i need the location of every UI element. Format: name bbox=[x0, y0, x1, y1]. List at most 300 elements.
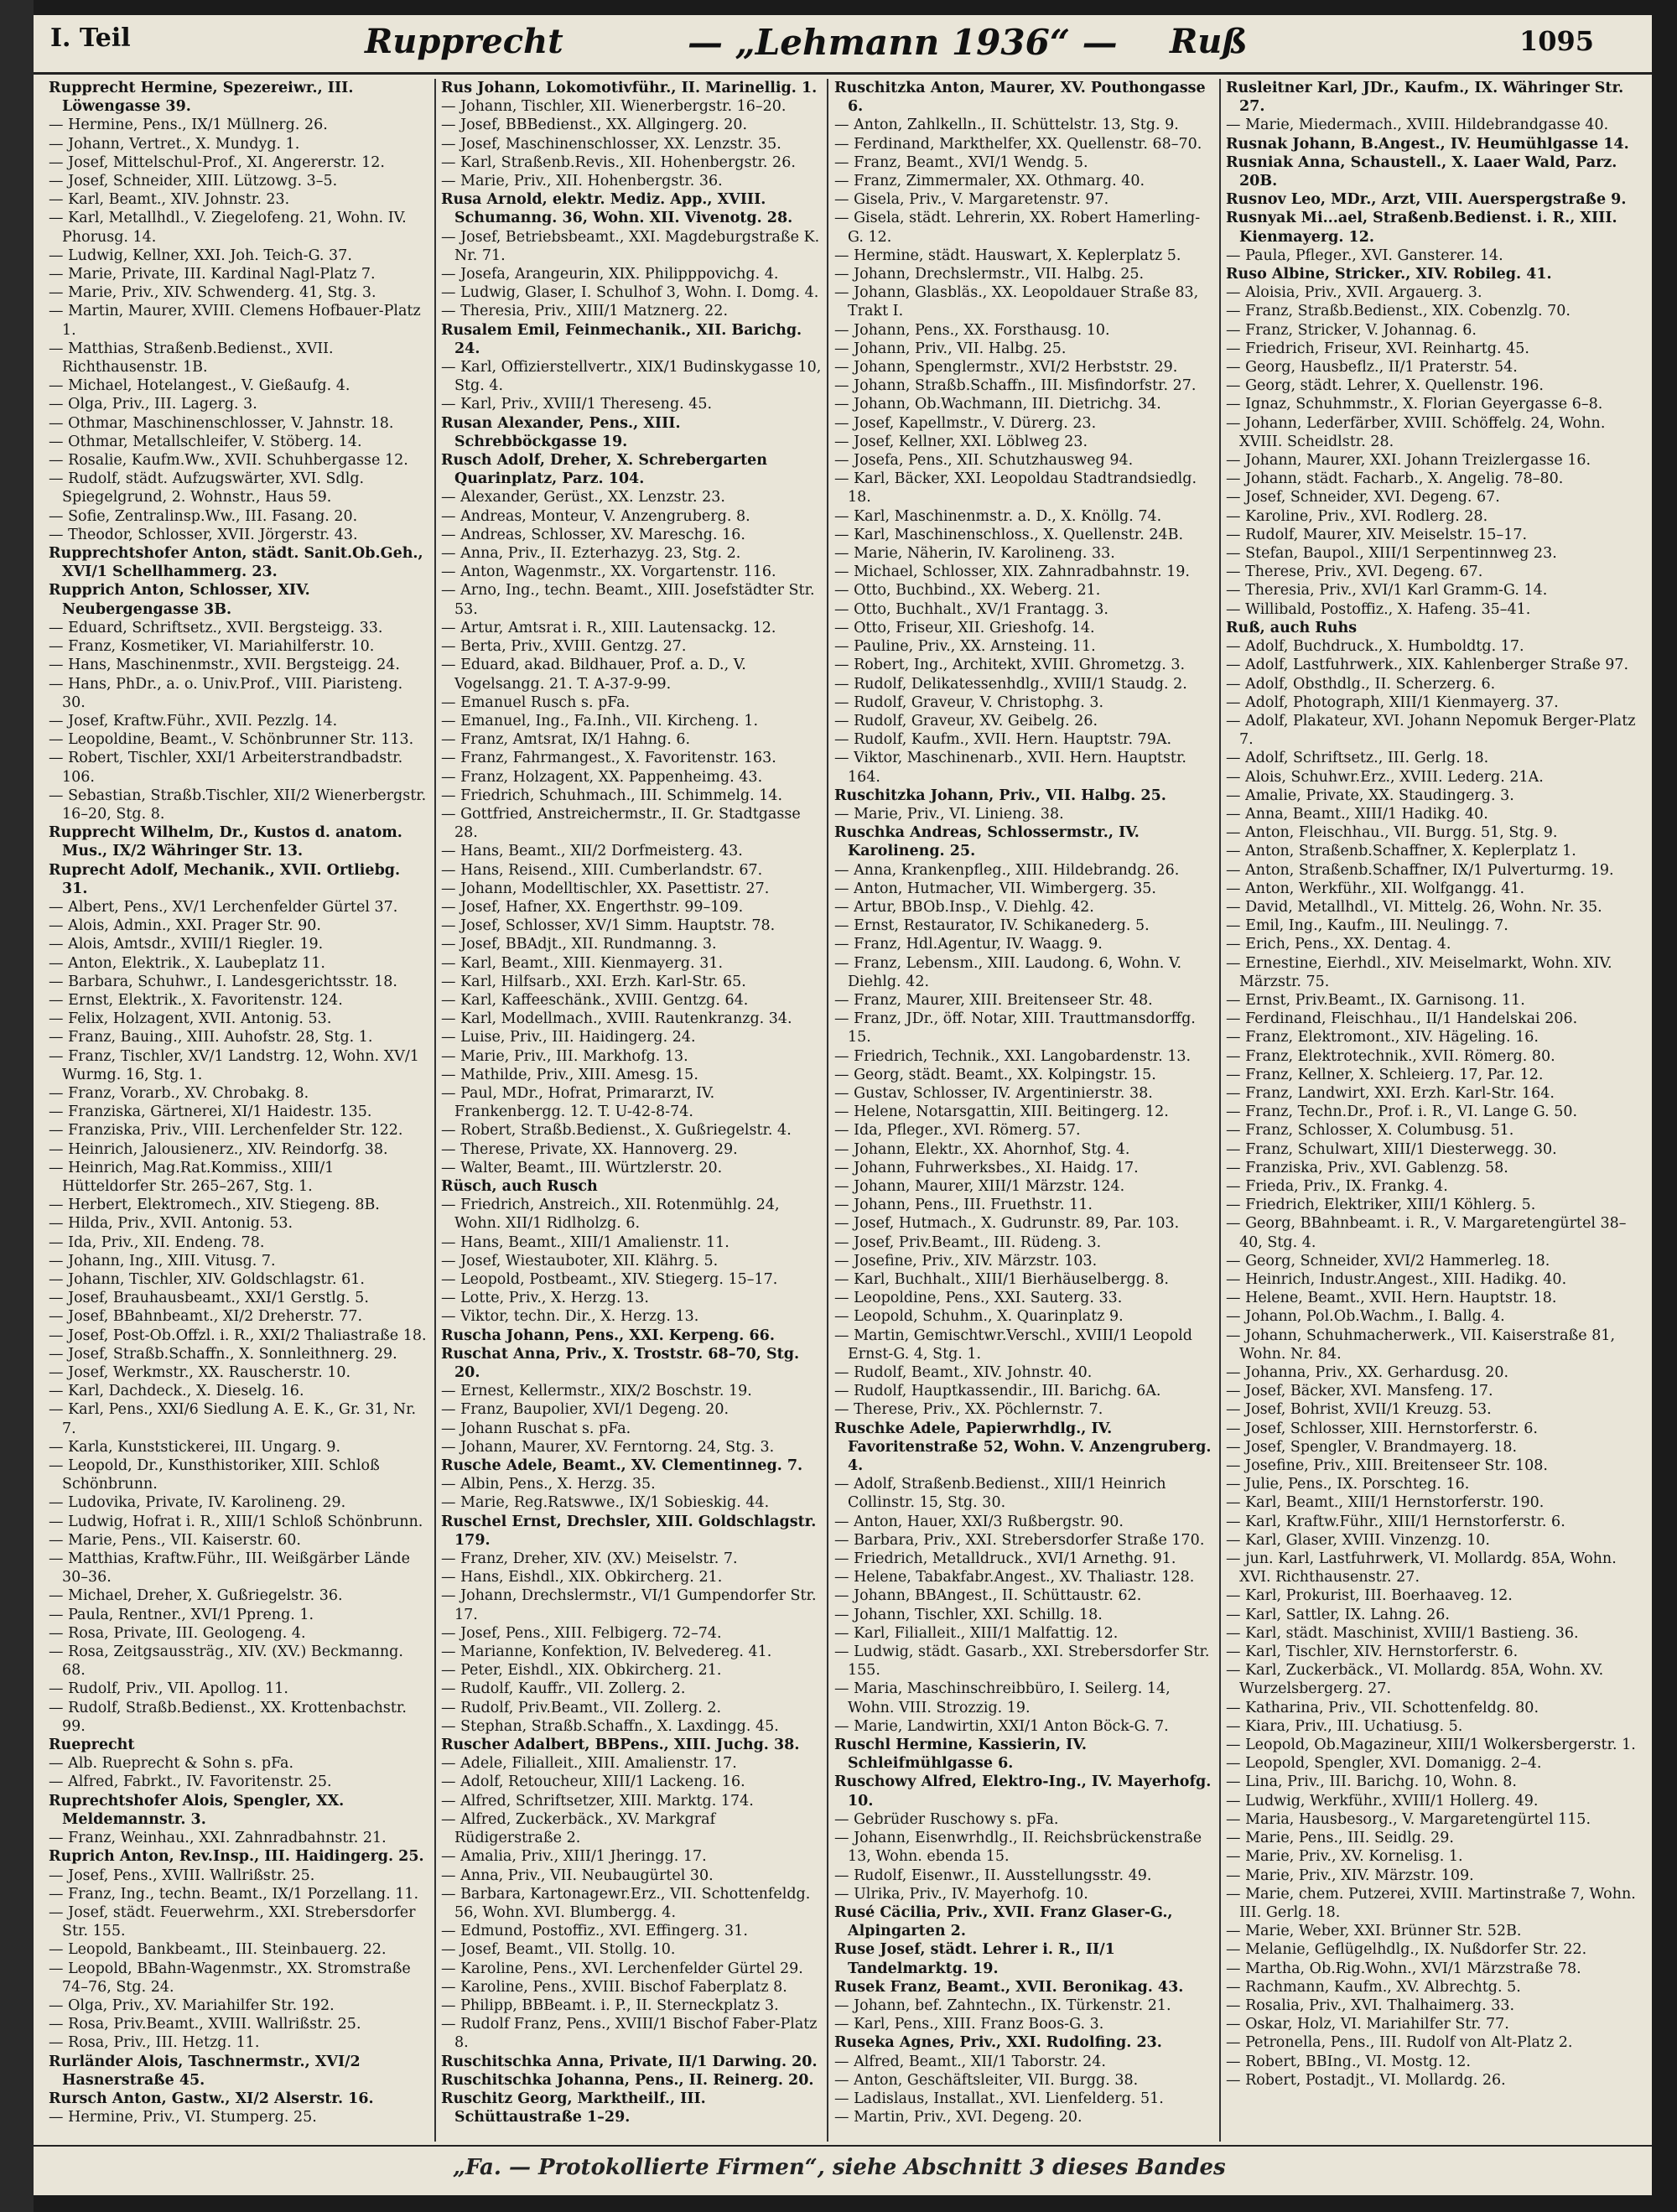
directory-entry: — Franz, Schlosser, X. Columbusg. 51. bbox=[1226, 1122, 1514, 1140]
directory-entry: — Johann, Maurer, XIII/1 Märzstr. 124. bbox=[834, 1177, 1125, 1195]
directory-entry: — Hans, Beamt., XIII/1 Amalienstr. 11. bbox=[441, 1233, 729, 1251]
directory-entry: — Adolf, Straßenb.Bedienst., XIII/1 Heinrich Collinstr. 15, Stg. 30. bbox=[834, 1476, 1166, 1512]
directory-entry: — Hermine, städt. Hauswart, X. Keplerplatz 5. bbox=[834, 247, 1181, 264]
directory-entry: Ruschat Anna, Priv., X. Troststr. 68–70, Stg. 20. bbox=[441, 1345, 800, 1382]
directory-entry: — Paula, Rentner., XVI/1 Ppreng. 1. bbox=[49, 1606, 314, 1623]
directory-entry: Ruso Albine, Stricker., XIV. Robileg. 41. bbox=[1226, 266, 1552, 283]
directory-entry: — Sebastian, Straßb.Tischler, XII/2 Wienerbergstr. 16–20, Stg. 8. bbox=[49, 787, 427, 823]
directory-entry: Ruschitschka Anna, Private, II/1 Darwing. 20. bbox=[441, 2053, 818, 2070]
directory-entry: — Johann, Vertret., X. Mundyg. 1. bbox=[49, 135, 300, 153]
directory-entry: — Franz, Elektromont., XIV. Hägeling. 16. bbox=[1226, 1029, 1539, 1046]
directory-entry: — Marie, Priv., XIV. Schwenderg. 41, Stg. 3. bbox=[49, 284, 376, 302]
directory-entry: — Josef, BBAdjt., XII. Rundmanng. 3. bbox=[441, 936, 717, 953]
directory-entry: — Oskar, Holz, VI. Mariahilfer Str. 77. bbox=[1226, 2016, 1509, 2033]
directory-entry: — Mathilde, Priv., XIII. Amesg. 15. bbox=[441, 1066, 698, 1083]
directory-entry: Rupprich Anton, Schlosser, XIV. Neubergengasse 3B. bbox=[49, 582, 310, 618]
directory-entry: — Martin, Priv., XVI. Degeng. 20. bbox=[834, 2109, 1083, 2125]
directory-entry: — Franz, Vorarb., XV. Chrobakg. 8. bbox=[49, 1084, 309, 1102]
directory-entry: — Alois, Amtsdr., XVIII/1 Riegler. 19. bbox=[49, 936, 324, 953]
directory-entry: — Leopold, BBahn-Wagenmstr., XX. Stromstraße 74–76, Stg. 24. bbox=[49, 1960, 411, 1996]
column-4 bbox=[1226, 79, 1637, 2125]
directory-entry: — Karl, Dachdeck., X. Dieselg. 16. bbox=[49, 1383, 304, 1400]
directory-entry: — Josef, Pens., XIII. Felbigerg. 72–74. bbox=[441, 1624, 722, 1642]
directory-entry: — Franziska, Gärtnerei, XI/1 Haidestr. 135. bbox=[49, 1103, 372, 1121]
directory-entry: — Adolf, Schriftsetz., III. Gerlg. 18. bbox=[1226, 750, 1489, 767]
directory-entry: — Johann, Drechslermstr., VII. Halbg. 25. bbox=[834, 266, 1145, 283]
directory-entry: — Marie, Priv., III. Markhofg. 13. bbox=[441, 1047, 688, 1065]
directory-entry: — Viktor, techn. Dir., X. Herzg. 13. bbox=[441, 1308, 699, 1326]
directory-entry: — Ludovika, Private, IV. Karolineng. 29. bbox=[49, 1494, 346, 1512]
directory-entry: — Franziska, Priv., VIII. Lerchenfelder Str. 122. bbox=[49, 1122, 403, 1140]
directory-entry: — Johann, Spenglermstr., XVI/2 Herbststr. 29. bbox=[834, 359, 1178, 376]
directory-entry: — Michael, Hotelangest., V. Gießaufg. 4. bbox=[49, 377, 350, 395]
directory-entry: — Barbara, Kartonagewr.Erz., VII. Schottenfeldg. 56, Wohn. XVI. Blumbergg. 4. bbox=[441, 1885, 811, 1921]
directory-entry: — Anton, Geschäftsleiter, VII. Burgg. 38. bbox=[834, 2071, 1139, 2089]
directory-entry: — Arno, Ing., techn. Beamt., XIII. Josefstädter Str. 53. bbox=[441, 582, 815, 618]
directory-entry: — Marie, chem. Putzerei, XVIII. Martinstraße 7, Wohn. III. Gerlg. 18. bbox=[1226, 1885, 1636, 1921]
directory-entry: — Anton, Elektrik., X. Laubeplatz 11. bbox=[49, 954, 325, 972]
directory-entry: — Martin, Gemischtwr.Verschl., XVIII/1 Leopold Ernst-G. 4, Stg. 1. bbox=[834, 1327, 1192, 1363]
directory-entry: — Leopold, Bankbeamt., III. Steinbauerg. 22. bbox=[49, 1941, 387, 1959]
directory-entry: — Josef, Hutmach., X. Gudrunstr. 89, Par. 103. bbox=[834, 1215, 1180, 1233]
directory-entry: — Franz, Techn.Dr., Prof. i. R., VI. Lange G. 50. bbox=[1226, 1103, 1578, 1121]
directory-entry: — Josef, Spengler, V. Brandmayerg. 18. bbox=[1226, 1438, 1518, 1456]
directory-entry: — Friedrich, Anstreich., XII. Rotenmühlg. 24, Wohn. XII/1 Ridlholzg. 6. bbox=[441, 1197, 780, 1233]
directory-entry: — Stefan, Baupol., XIII/1 Serpentinnweg 23. bbox=[1226, 545, 1557, 563]
directory-entry: — Franz, Lebensm., XIII. Laudong. 6, Wohn. V. Diehlg. 42. bbox=[834, 954, 1182, 990]
directory-entry: — Karl, Offizierstellvertr., XIX/1 Budinskygasse 10, Stg. 4. bbox=[441, 359, 822, 395]
directory-entry: — Karl, Filialleit., XIII/1 Malfattig. 12. bbox=[834, 1624, 1119, 1642]
directory-entry: Ruschitzka Johann, Priv., VII. Halbg. 25. bbox=[834, 787, 1166, 804]
directory-entry: — Eduard, akad. Bildhauer, Prof. a. D., V. Vogelsangg. 21. T. A-37-9-99. bbox=[441, 657, 746, 693]
directory-entry: — Heinrich, Jalousienerz., XIV. Reindorfg. 38. bbox=[49, 1140, 388, 1158]
columns bbox=[34, 79, 1652, 2125]
directory-entry: — Heinrich, Industr.Angest., XIII. Hadikg. 40. bbox=[1226, 1271, 1567, 1288]
directory-entry: — Josef, Kraftw.Führ., XVII. Pezzlg. 14. bbox=[49, 712, 338, 730]
directory-entry: — Johann, städt. Facharb., X. Angelig. 78–80. bbox=[1226, 470, 1564, 488]
directory-entry: — Rosa, Priv., III. Hetzg. 11. bbox=[49, 2034, 260, 2052]
directory-entry: — Erich, Pens., XX. Dentag. 4. bbox=[1226, 936, 1451, 953]
directory-entry: — Paul, MDr., Hofrat, Primararzt, IV. Frankenbergg. 12. T. U-42-8-74. bbox=[441, 1084, 715, 1121]
directory-entry: — Ignaz, Schuhmmstr., X. Florian Geyergasse 6–8. bbox=[1226, 396, 1603, 413]
directory-entry: — Martin, Maurer, XVIII. Clemens Hofbauer-Platz 1. bbox=[49, 303, 421, 339]
directory-entry: — Therese, Priv., XX. Pöchlernstr. 7. bbox=[834, 1401, 1103, 1419]
directory-entry: — Karl, Maschinenschloss., X. Quellenstr. 24B. bbox=[834, 526, 1184, 543]
directory-entry: — Alois, Schuhwr.Erz., XVIII. Lederg. 21A. bbox=[1226, 768, 1544, 786]
directory-entry: — Johann, Tischler, XII. Wienerbergstr. 16–20. bbox=[441, 98, 787, 116]
directory-entry: — Rosalie, Kaufm.Ww., XVII. Schuhbergasse 12. bbox=[49, 452, 408, 470]
directory-entry: — Adolf, Retoucheur, XIII/1 Lackeng. 16. bbox=[441, 1773, 745, 1791]
directory-entry: — Johann, Pens., XX. Forsthausg. 10. bbox=[834, 321, 1110, 339]
directory-entry: — Rudolf, Kauffr., VII. Zollerg. 2. bbox=[441, 1680, 686, 1698]
directory-entry: — Hans, Eishdl., XIX. Obkircherg. 21. bbox=[441, 1569, 723, 1586]
directory-entry: — Hilda, Priv., XVII. Antonig. 53. bbox=[49, 1215, 293, 1233]
directory-entry: — Johann, Lederfärber, XVIII. Schöffelg. 24, Wohn. XVIII. Scheidlstr. 28. bbox=[1226, 414, 1606, 450]
directory-entry: — Franz, Kosmetiker, VI. Mariahilferstr. 10. bbox=[49, 638, 375, 656]
directory-entry: — Karoline, Pens., XVI. Lerchenfelder Gürtel 29. bbox=[441, 1960, 803, 1977]
directory-entry: — Adolf, Plakateur, XVI. Johann Nepomuk Berger-Platz 7. bbox=[1226, 712, 1636, 749]
directory-entry: — Julie, Pens., IX. Porschteg. 16. bbox=[1226, 1476, 1470, 1493]
directory-entry: — Sofie, Zentralinsp.Ww., III. Fasang. 20. bbox=[49, 507, 358, 525]
directory-entry: — Therese, Priv., XVI. Degeng. 67. bbox=[1226, 563, 1483, 581]
directory-entry: — Marie, Pens., VII. Kaiserstr. 60. bbox=[49, 1531, 301, 1549]
directory-entry: — Anton, Straßenb.Schaffner, X. Keplerplatz 1. bbox=[1226, 843, 1576, 860]
directory-entry: — Karl, Straßenb.Revis., XII. Hohenbergstr. 26. bbox=[441, 153, 796, 171]
directory-entry: — Ernst, Elektrik., X. Favoritenstr. 124. bbox=[49, 991, 343, 1009]
directory-entry: — Barbara, Priv., XXI. Strebersdorfer Straße 170. bbox=[834, 1531, 1205, 1549]
directory-entry: — Josef, Mittelschul-Prof., XI. Angererstr. 12. bbox=[49, 153, 385, 171]
directory-entry: — Josef, Beamt., VII. Stollg. 10. bbox=[441, 1941, 676, 1959]
directory-entry: — Olga, Priv., III. Lagerg. 3. bbox=[49, 396, 257, 413]
directory-entry: — Johann, Eisenwrhdlg., II. Reichsbrückenstraße 13, Wohn. ebenda 15. bbox=[834, 1830, 1202, 1866]
directory-entry: — Josef, Maschinenschlosser, XX. Lenzstr. 35. bbox=[441, 135, 781, 153]
directory-entry: — Adolf, Lastfuhrwerk., XIX. Kahlenberger Straße 97. bbox=[1226, 657, 1629, 674]
directory-entry: — Johann Ruschat s. pFa. bbox=[441, 1420, 631, 1437]
directory-entry: Ruprecht Adolf, Mechanik., XVII. Ortliebg. 31. bbox=[49, 861, 401, 897]
directory-entry: — Anna, Priv., II. Ezterhazyg. 23, Stg. 2. bbox=[441, 545, 741, 563]
directory-entry: Ruß, auch Ruhs bbox=[1226, 619, 1358, 636]
directory-entry: — David, Metallhdl., VI. Mittelg. 26, Wohn. Nr. 35. bbox=[1226, 898, 1602, 916]
directory-entry: — Josef, städt. Feuerwehrm., XXI. Strebersdorfer Str. 155. bbox=[49, 1903, 416, 1940]
directory-entry: — Rudolf, Straßb.Bedienst., XX. Krottenbachstr. 99. bbox=[49, 1699, 407, 1735]
directory-entry: — Ernestine, Eierhdl., XIV. Meiselmarkt, Wohn. XIV. Märzstr. 75. bbox=[1226, 954, 1612, 990]
directory-entry: — Emanuel Rusch s. pFa. bbox=[441, 693, 631, 711]
directory-entry: — Anton, Fleischhau., VII. Burgg. 51, Stg. 9. bbox=[1226, 824, 1558, 842]
directory-entry: — Georg, städt. Lehrer, X. Quellenstr. 196. bbox=[1226, 377, 1544, 395]
directory-entry: — Georg, städt. Beamt., XX. Kolpingstr. 15. bbox=[834, 1066, 1156, 1083]
directory-entry: — Franz, Amtsrat, IX/1 Hahng. 6. bbox=[441, 731, 691, 749]
directory-entry: — Pauline, Priv., XX. Arnsteing. 11. bbox=[834, 638, 1096, 656]
directory-entry: — Gebrüder Ruschowy s. pFa. bbox=[834, 1810, 1059, 1828]
directory-entry: — Karl, Tischler, XIV. Hernstorferstr. 6. bbox=[1226, 1643, 1519, 1661]
directory-entry: — Gisela, städt. Lehrerin, XX. Robert Hamerling-G. 12. bbox=[834, 210, 1201, 246]
directory-entry: — Albin, Pens., X. Herzg. 35. bbox=[441, 1476, 656, 1493]
directory-entry: — Karl, Pens., XIII. Franz Boos-G. 3. bbox=[834, 2016, 1104, 2033]
directory-entry: — Karl, Kraftw.Führ., XIII/1 Hernstorferstr. 6. bbox=[1226, 1513, 1565, 1530]
directory-entry: — Josefine, Priv., XIV. Märzstr. 103. bbox=[834, 1252, 1098, 1270]
directory-entry: — Franz, JDr., öff. Notar, XIII. Trauttmansdorffg. 15. bbox=[834, 1010, 1196, 1046]
directory-entry: — Marie, Priv., VI. Linieng. 38. bbox=[834, 805, 1064, 823]
directory-entry: — Otto, Buchhalt., XV/1 Frantagg. 3. bbox=[834, 600, 1108, 618]
directory-entry: — Kiara, Priv., III. Uchatiusg. 5. bbox=[1226, 1717, 1463, 1735]
directory-entry: Rupprechtshofer Anton, städt. Sanit.Ob.Geh., XVI/1 Schellhammerg. 23. bbox=[49, 545, 423, 581]
column-1 bbox=[49, 79, 430, 2125]
directory-entry: — Georg, Schneider, XVI/2 Hammerleg. 18. bbox=[1226, 1252, 1550, 1270]
directory-entry: — Johann, Schuhmacherwerk., VII. Kaiserstraße 81, Wohn. Nr. 84. bbox=[1226, 1327, 1616, 1363]
directory-entry: — Maria, Hausbesorg., V. Margaretengürtel 115. bbox=[1226, 1810, 1591, 1828]
directory-entry: — Josef, BBBedienst., XX. Allgingerg. 20. bbox=[441, 117, 748, 134]
directory-entry: Rursch Anton, Gastw., XI/2 Alserstr. 16. bbox=[49, 2090, 374, 2107]
directory-entry: — Anna, Priv., VII. Neubaugürtel 30. bbox=[441, 1867, 714, 1884]
directory-entry: — Helene, Beamt., XVII. Hern. Hauptstr. 18. bbox=[1226, 1290, 1557, 1307]
directory-entry: Rusek Franz, Beamt., XVII. Beronikag. 43. bbox=[834, 1978, 1184, 1996]
directory-entry: — Karl, Priv., XVIII/1 Thereseng. 45. bbox=[441, 396, 713, 413]
directory-entry: — Michael, Dreher, X. Gußriegelstr. 36. bbox=[49, 1587, 343, 1605]
directory-entry: Ruscher Adalbert, BBPens., XIII. Juchg. 38. bbox=[441, 1737, 800, 1754]
directory-entry: — Josef, Priv.Beamt., III. Rüdeng. 3. bbox=[834, 1233, 1102, 1251]
directory-entry: Ruschka Andreas, Schlossermstr., IV. Karolineng. 25. bbox=[834, 824, 1140, 860]
directory-entry: — Johann, Tischler, XIV. Goldschlagstr. 61. bbox=[49, 1271, 365, 1288]
directory-entry: — Marianne, Konfektion, IV. Belvedereg. 41. bbox=[441, 1643, 772, 1661]
directory-entry: — Amalia, Priv., XIII/1 Jheringg. 17. bbox=[441, 1848, 707, 1866]
directory-entry: — Willibald, Postoffiz., X. Hafeng. 35–41. bbox=[1226, 600, 1531, 618]
directory-entry: — Leopoldine, Beamt., V. Schönbrunner Str. 113. bbox=[49, 731, 414, 749]
directory-entry: — Karl, Metallhdl., V. Ziegelofeng. 21, Wohn. IV. Phorusg. 14. bbox=[49, 210, 407, 246]
directory-entry: — Rudolf, Maurer, XIV. Meiselstr. 15–17. bbox=[1226, 526, 1528, 543]
directory-entry: Ruschowy Alfred, Elektro-Ing., IV. Mayerhofg. 10. bbox=[834, 1773, 1212, 1810]
directory-entry: — Ludwig, Glaser, I. Schulhof 3, Wohn. I. Domg. 4. bbox=[441, 284, 819, 302]
directory-entry: — jun. Karl, Lastfuhrwerk, VI. Mollardg. 85A, Wohn. XVI. Richthausenstr. 27. bbox=[1226, 1550, 1617, 1586]
directory-entry: — Friedrich, Technik., XXI. Langobardenstr. 13. bbox=[834, 1047, 1192, 1065]
directory-entry: — Karoline, Priv., XVI. Rodlerg. 28. bbox=[1226, 507, 1488, 525]
directory-entry: — Josef, BBahnbeamt., XI/2 Dreherstr. 77. bbox=[49, 1308, 363, 1326]
directory-entry: — Olga, Priv., XV. Mariahilfer Str. 192. bbox=[49, 1997, 335, 2014]
directory-entry: — Leopold, Dr., Kunsthistoriker, XIII. Schloß Schönbrunn. bbox=[49, 1457, 380, 1493]
directory-entry: — Lotte, Priv., X. Herzg. 13. bbox=[441, 1290, 649, 1307]
page-header bbox=[34, 15, 1652, 75]
directory-entry: Rusan Alexander, Pens., XIII. Schrebböckgasse 19. bbox=[441, 414, 681, 450]
directory-entry: — Karl, Beamt., XIV. Johnstr. 23. bbox=[49, 191, 290, 209]
directory-entry: — Rudolf, Hauptkassendir., III. Barichg. 6A. bbox=[834, 1383, 1161, 1400]
directory-entry: — Karl, Pens., XXI/6 Siedlung A. E. K., Gr. 31, Nr. 7. bbox=[49, 1401, 417, 1437]
directory-entry: — Alfred, Fabrkt., IV. Favoritenstr. 25. bbox=[49, 1773, 332, 1791]
directory-entry: — Johann, Maurer, XXI. Johann Treizlergasse 16. bbox=[1226, 452, 1591, 470]
directory-entry: — Josef, Brauhausbeamt., XXI/1 Gerstlg. 5. bbox=[49, 1290, 369, 1307]
directory-entry: — Marie, Miedermach., XVIII. Hildebrandgasse 40. bbox=[1226, 117, 1609, 134]
directory-entry: — Johann, Drechslermstr., VI/1 Gumpendorfer Str. 17. bbox=[441, 1587, 817, 1623]
directory-entry: — Johann, Tischler, XXI. Schillg. 18. bbox=[834, 1606, 1103, 1623]
directory-entry: — Robert, Ing., Architekt, XVIII. Ghrometzg. 3. bbox=[834, 657, 1186, 674]
directory-entry: — Karl, Bäcker, XXI. Leopoldau Stadtrandsiedlg. 18. bbox=[834, 470, 1197, 506]
directory-entry: — Karl, Sattler, IX. Lahng. 26. bbox=[1226, 1606, 1450, 1623]
directory-entry: — Franz, Stricker, V. Johannag. 6. bbox=[1226, 321, 1477, 339]
directory-entry: — Franz, Hdl.Agentur, IV. Waagg. 9. bbox=[834, 936, 1103, 953]
directory-entry: — Walter, Beamt., III. Würtzlerstr. 20. bbox=[441, 1159, 723, 1176]
directory-entry: — Eduard, Schriftsetz., XVII. Bergsteigg. 33. bbox=[49, 619, 383, 636]
directory-entry: — Johann, bef. Zahntechn., IX. Türkenstr. 21. bbox=[834, 1997, 1171, 2014]
directory-entry: — Josef, Kellner, XXI. Löblweg 23. bbox=[834, 433, 1088, 450]
directory-entry: — Karl, Maschinenmstr. a. D., X. Knöllg. 74. bbox=[834, 507, 1162, 525]
directory-entry: — Albert, Pens., XV/1 Lerchenfelder Gürtel 37. bbox=[49, 898, 398, 916]
directory-entry: — Viktor, Maschinenarb., XVII. Hern. Hauptstr. 164. bbox=[834, 750, 1186, 786]
directory-entry: — Therese, Private, XX. Hannoverg. 29. bbox=[441, 1140, 738, 1158]
directory-entry: — Karl, Beamt., XIII. Kienmayerg. 31. bbox=[441, 954, 724, 972]
directory-entry: — Marie, Private, III. Kardinal Nagl-Platz 7. bbox=[49, 266, 376, 283]
directory-entry: — Theresia, Priv., XVI/1 Karl Gramm-G. 14. bbox=[1226, 582, 1548, 600]
directory-entry: — Artur, BBOb.Insp., V. Diehlg. 42. bbox=[834, 898, 1094, 916]
directory-entry: — Franz, Zimmermaler, XX. Othmarg. 40. bbox=[834, 173, 1145, 190]
directory-entry: — Franz, Baupolier, XVI/1 Degeng. 20. bbox=[441, 1401, 729, 1419]
directory-entry: — Franz, Fahrmangest., X. Favoritenstr. 163. bbox=[441, 750, 776, 767]
directory-entry: — Adolf, Obsthdlg., II. Scherzerg. 6. bbox=[1226, 675, 1496, 693]
directory-entry: — Rosa, Priv.Beamt., XVIII. Wallrißstr. 25. bbox=[49, 2016, 361, 2033]
directory-entry: — Emil, Ing., Kaufm., III. Neulingg. 7. bbox=[1226, 917, 1508, 935]
directory-entry: — Alfred, Schriftsetzer, XIII. Marktg. 174. bbox=[441, 1792, 754, 1810]
directory-entry: — Josef, Schlosser, XV/1 Simm. Hauptstr. 78. bbox=[441, 917, 776, 935]
directory-entry: — Karl, Beamt., XIII/1 Hernstorferstr. 190. bbox=[1226, 1494, 1545, 1512]
directory-entry: Ruschl Hermine, Kassierin, IV. Schleifmühlgasse 6. bbox=[834, 1737, 1087, 1773]
directory-entry: — Karoline, Pens., XVIII. Bischof Faberplatz 8. bbox=[441, 1978, 787, 1996]
page-footer bbox=[34, 2145, 1652, 2195]
directory-entry: — Franz, Landwirt, XXI. Erzh. Karl-Str. 164. bbox=[1226, 1084, 1555, 1102]
part-label: I. Teil bbox=[50, 23, 131, 53]
directory-entry: — Robert, Tischler, XXI/1 Arbeiterstrandbadstr. 106. bbox=[49, 750, 403, 786]
directory-entry: Rupprecht Hermine, Spezereiwr., III. Löwengasse 39. bbox=[49, 80, 354, 116]
directory-entry: — Helene, Notarsgattin, XIII. Beitingerg. 12. bbox=[834, 1103, 1169, 1121]
directory-entry: — Johann, Maurer, XV. Ferntorng. 24, Stg. 3. bbox=[441, 1438, 775, 1456]
directory-entry: — Rudolf, Graveur, V. Christophg. 3. bbox=[834, 693, 1104, 711]
directory-entry: — Karl, Zuckerbäck., VI. Mollardg. 85A, Wohn. XV. Wurzelsbergerg. 27. bbox=[1226, 1662, 1604, 1698]
directory-entry: — Otto, Buchbind., XX. Weberg. 21. bbox=[834, 582, 1101, 600]
directory-entry: — Stephan, Straßb.Schaffn., X. Laxdingg. 45. bbox=[441, 1717, 779, 1735]
directory-entry: — Rachmann, Kaufm., XV. Albrechtg. 5. bbox=[1226, 1978, 1521, 1996]
directory-entry: Rüsch, auch Rusch bbox=[441, 1177, 598, 1195]
directory-entry: — Marie, Priv., XV. Kornelisg. 1. bbox=[1226, 1848, 1463, 1866]
page-number: 1095 bbox=[1519, 25, 1595, 57]
directory-entry: — Marie, Priv., XII. Hohenbergstr. 36. bbox=[441, 173, 723, 190]
directory-entry: — Franz, Straßb.Bedienst., XIX. Cobenzlg. 70. bbox=[1226, 303, 1571, 320]
directory-entry: — Peter, Eishdl., XIX. Obkircherg. 21. bbox=[441, 1662, 722, 1680]
column-2 bbox=[441, 79, 823, 2125]
scan-border bbox=[0, 0, 34, 2212]
directory-entry: — Karl, Kaffeeschänk., XVIII. Gentzg. 64. bbox=[441, 991, 749, 1009]
directory-entry: — Theodor, Schlosser, XVII. Jörgerstr. 43. bbox=[49, 526, 358, 543]
directory-entry: Rus Johann, Lokomotivführ., II. Marinellig. 1. bbox=[441, 80, 818, 96]
directory-entry: — Johann, Glasbläs., XX. Leopoldauer Straße 83, Trakt I. bbox=[834, 284, 1199, 320]
directory-entry: — Matthias, Straßenb.Bedienst., XVII. Richthausenstr. 1B. bbox=[49, 340, 334, 376]
directory-entry: Ruschitzka Anton, Maurer, XV. Pouthongasse 6. bbox=[834, 80, 1206, 116]
directory-entry: — Gisela, Priv., V. Margaretenstr. 97. bbox=[834, 191, 1109, 209]
directory-entry: — Johann, Straßb.Schaffn., III. Misfindorfstr. 27. bbox=[834, 377, 1197, 395]
directory-entry: — Marie, Näherin, IV. Karolineng. 33. bbox=[834, 545, 1115, 563]
directory-entry: — Ernest, Kellermstr., XIX/2 Boschstr. 19. bbox=[441, 1383, 752, 1400]
directory-entry: — Josef, Schlosser, XIII. Hernstorferstr. 6. bbox=[1226, 1420, 1538, 1437]
directory-entry: — Josef, Schneider, XIII. Lützowg. 3–5. bbox=[49, 173, 338, 190]
directory-entry: Rusnov Leo, MDr., Arzt, VIII. Auerspergstraße 9. bbox=[1226, 191, 1627, 209]
directory-entry: — Philipp, BBBeamt. i. P., II. Sterneckplatz 3. bbox=[441, 1997, 779, 2014]
directory-entry: — Andreas, Schlosser, XV. Mareschg. 16. bbox=[441, 526, 745, 543]
directory-entry: — Franz, Kellner, X. Schleierg. 17, Par. 12. bbox=[1226, 1066, 1544, 1083]
directory-entry: — Lina, Priv., III. Barichg. 10, Wohn. 8. bbox=[1226, 1773, 1517, 1791]
directory-entry: — Johann, Modelltischler, XX. Pasettistr. 27. bbox=[441, 880, 770, 897]
directory-entry: Rusnak Johann, B.Angest., IV. Heumühlgasse 14. bbox=[1226, 135, 1629, 153]
directory-entry: — Hans, Maschinenmstr., XVII. Bergsteigg. 24. bbox=[49, 657, 400, 674]
directory-entry: — Ludwig, Kellner, XXI. Joh. Teich-G. 37. bbox=[49, 247, 352, 264]
directory-entry: — Ernst, Restaurator, IV. Schikanederg. 5. bbox=[834, 917, 1150, 935]
directory-entry: — Ludwig, Werkführ., XVIII/1 Hollerg. 49. bbox=[1226, 1792, 1539, 1810]
directory-entry: — Anna, Beamt., XIII/1 Hadikg. 40. bbox=[1226, 805, 1488, 823]
directory-entry: — Ludwig, städt. Gasarb., XXI. Strebersdorfer Str. 155. bbox=[834, 1643, 1210, 1680]
directory-entry: — Johanna, Priv., XX. Gerhardusg. 20. bbox=[1226, 1364, 1509, 1382]
last-entry-word: Ruß bbox=[1170, 22, 1248, 61]
directory-entry: — Otto, Friseur, XII. Grieshofg. 14. bbox=[834, 619, 1095, 636]
directory-entry: — Anton, Hauer, XXI/3 Rußbergstr. 90. bbox=[834, 1513, 1124, 1530]
directory-entry: — Hans, Reisend., XIII. Cumberlandstr. 67. bbox=[441, 861, 763, 879]
directory-entry: — Rudolf, Kaufm., XVII. Hern. Hauptstr. 79A. bbox=[834, 731, 1172, 749]
directory-entry: — Adolf, Buchdruck., X. Humboldtg. 17. bbox=[1226, 638, 1524, 656]
directory-entry: — Franz, Maurer, XIII. Breitenseer Str. 48. bbox=[834, 991, 1153, 1009]
directory-entry: — Rudolf, Priv.Beamt., VII. Zollerg. 2. bbox=[441, 1699, 722, 1716]
directory-entry: — Karl, Glaser, XVIII. Vinzenzg. 10. bbox=[1226, 1531, 1490, 1549]
directory-entry: — Ladislaus, Installat., XVI. Lienfelderg. 51. bbox=[834, 2090, 1164, 2107]
directory-entry: — Friedrich, Elektriker, XIII/1 Köhlerg. 5. bbox=[1226, 1197, 1536, 1214]
directory-entry: — Josef, Straßb.Schaffn., X. Sonnleithnerg. 29. bbox=[49, 1345, 397, 1363]
directory-entry: — Marie, Landwirtin, XXI/1 Anton Böck-G. 7. bbox=[834, 1717, 1169, 1735]
directory-entry: — Martha, Ob.Rig.Wohn., XVI/1 Märzstraße 78. bbox=[1226, 1960, 1581, 1977]
directory-entry: — Matthias, Kraftw.Führ., III. Weißgärber Lände 30–36. bbox=[49, 1550, 410, 1586]
directory-entry: — Johann, Ob.Wachmann, III. Dietrichg. 34. bbox=[834, 396, 1161, 413]
directory-entry: — Leopold, Postbeamt., XIV. Stiegerg. 15–17. bbox=[441, 1271, 778, 1288]
directory-entry: — Adele, Filialleit., XIII. Amalienstr. 17. bbox=[441, 1755, 737, 1773]
directory-entry: Ruprechtshofer Alois, Spengler, XX. Meldemannstr. 3. bbox=[49, 1792, 345, 1828]
directory-entry: Rusleitner Karl, JDr., Kaufm., IX. Währinger Str. 27. bbox=[1226, 80, 1624, 116]
directory-entry: — Luise, Priv., III. Haidingerg. 24. bbox=[441, 1029, 696, 1046]
directory-entry: — Josef, Post-Ob.Offzl. i. R., XXI/2 Thaliastraße 18. bbox=[49, 1327, 427, 1344]
directory-entry: — Franz, Holzagent, XX. Pappenheimg. 43. bbox=[441, 768, 763, 786]
directory-entry: — Rudolf Franz, Pens., XVIII/1 Bischof Faber-Platz 8. bbox=[441, 2016, 818, 2052]
directory-entry: — Rudolf, Delikatessenhdlg., XVIII/1 Staudg. 2. bbox=[834, 675, 1187, 693]
directory-entry: Rusa Arnold, elektr. Mediz. App., XVIII. Schumanng. 36, Wohn. XII. Vivenotg. 28. bbox=[441, 191, 793, 227]
directory-entry: — Marie, Priv., XIV. Märzstr. 109. bbox=[1226, 1867, 1474, 1884]
directory-entry: — Edmund, Postoffiz., XVI. Effingerg. 31. bbox=[441, 1923, 748, 1940]
directory-entry: — Josef, Kapellmstr., V. Dürerg. 23. bbox=[834, 414, 1097, 432]
directory-entry: — Johann, Pol.Ob.Wachm., I. Ballg. 4. bbox=[1226, 1308, 1505, 1326]
directory-entry: — Othmar, Metallschleifer, V. Stöberg. 14. bbox=[49, 433, 362, 450]
directory-entry: — Johann, Fuhrwerksbes., XI. Haidg. 17. bbox=[834, 1159, 1139, 1176]
directory-entry: — Emanuel, Ing., Fa.Inh., VII. Kircheng. 1. bbox=[441, 712, 759, 730]
directory-entry: — Johann, Pens., III. Fruethstr. 11. bbox=[834, 1197, 1093, 1214]
directory-entry: — Anton, Zahlkelln., II. Schüttelstr. 13, Stg. 9. bbox=[834, 117, 1179, 134]
directory-entry: — Leopold, Schuhm., X. Quarinplatz 9. bbox=[834, 1308, 1124, 1326]
directory-entry: — Alois, Admin., XXI. Prager Str. 90. bbox=[49, 917, 321, 935]
directory-entry: — Felix, Holzagent, XVII. Antonig. 53. bbox=[49, 1010, 332, 1028]
directory-entry: Rusalem Emil, Feinmechanik., XII. Barichg. 24. bbox=[441, 321, 802, 357]
directory-entry: — Hermine, Priv., VI. Stumperg. 25. bbox=[49, 2109, 317, 2125]
directory-entry: — Ferdinand, Fleischhau., II/1 Handelskai 206. bbox=[1226, 1010, 1578, 1028]
directory-entry: — Josefine, Priv., XIII. Breitenseer Str. 108. bbox=[1226, 1457, 1548, 1475]
directory-entry: — Josef, Schneider, XVI. Degeng. 67. bbox=[1226, 489, 1500, 506]
directory-entry: — Hans, Beamt., XII/2 Dorfmeisterg. 43. bbox=[441, 843, 743, 860]
directory-entry: — Gottfried, Anstreichermstr., II. Gr. Stadtgasse 28. bbox=[441, 805, 801, 842]
directory-entry: — Michael, Schlosser, XIX. Zahnradbahnstr. 19. bbox=[834, 563, 1190, 581]
directory-entry: — Ludwig, Hofrat i. R., XIII/1 Schloß Schönbrunn. bbox=[49, 1513, 423, 1530]
directory-entry: — Rudolf, Graveur, XV. Geibelg. 26. bbox=[834, 712, 1098, 730]
directory-entry: Rurländer Alois, Taschnermstr., XVI/2 Hasnerstraße 45. bbox=[49, 2053, 361, 2089]
first-entry-word: Rupprecht bbox=[365, 22, 563, 61]
directory-entry: — Theresia, Priv., XIII/1 Matznerg. 22. bbox=[441, 303, 729, 320]
directory-entry: — Melanie, Geflügelhdlg., IX. Nußdorfer Str. 22. bbox=[1226, 1941, 1587, 1959]
directory-entry: Rusche Adele, Beamt., XV. Clementinneg. 7. bbox=[441, 1457, 803, 1475]
directory-entry: — Franz, Schulwart, XIII/1 Diesterwegg. 30. bbox=[1226, 1140, 1557, 1158]
directory-entry: — Alfred, Beamt., XII/1 Taborstr. 24. bbox=[834, 2053, 1106, 2070]
directory-entry: — Ida, Priv., XII. Endeng. 78. bbox=[49, 1233, 265, 1251]
directory-entry: Rusniak Anna, Schaustell., X. Laaer Wald, Parz. 20B. bbox=[1226, 153, 1617, 190]
directory-entry: Ruschel Ernst, Drechsler, XIII. Goldschlagstr. 179. bbox=[441, 1513, 817, 1549]
directory-entry: — Leopold, Spengler, XVI. Domanigg. 2–4. bbox=[1226, 1755, 1542, 1773]
directory-entry: — Josef, Wiestauboter, XII. Klährg. 5. bbox=[441, 1252, 719, 1270]
directory-entry: Rusé Cäcilia, Priv., XVII. Franz Glaser-G., Alpingarten 2. bbox=[834, 1903, 1173, 1940]
directory-entry: — Helene, Tabakfabr.Angest., XV. Thaliastr. 128. bbox=[834, 1569, 1195, 1586]
directory-entry: — Aloisia, Priv., XVII. Argauerg. 3. bbox=[1226, 284, 1482, 302]
directory-entry: — Rosa, Zeitgsaussträg., XIV. (XV.) Beckmanng. 68. bbox=[49, 1643, 403, 1680]
directory-entry: Rueprecht bbox=[49, 1737, 135, 1754]
directory-entry: — Franziska, Priv., XVI. Gablenzg. 58. bbox=[1226, 1159, 1508, 1176]
directory-entry: — Alfred, Zuckerbäck., XV. Markgraf Rüdigerstraße 2. bbox=[441, 1810, 716, 1847]
directory-entry: — Heinrich, Mag.Rat.Kommiss., XIII/1 Hütteldorfer Str. 265–267, Stg. 1. bbox=[49, 1159, 335, 1195]
directory-entry: — Karl, Modellmach., XVIII. Rautenkranzg. 34. bbox=[441, 1010, 792, 1028]
directory-entry: Ruschitschka Johanna, Pens., II. Reinerg. 20. bbox=[441, 2071, 814, 2089]
directory-entry: — Anton, Werkführ., XII. Wolfgangg. 41. bbox=[1226, 880, 1525, 897]
